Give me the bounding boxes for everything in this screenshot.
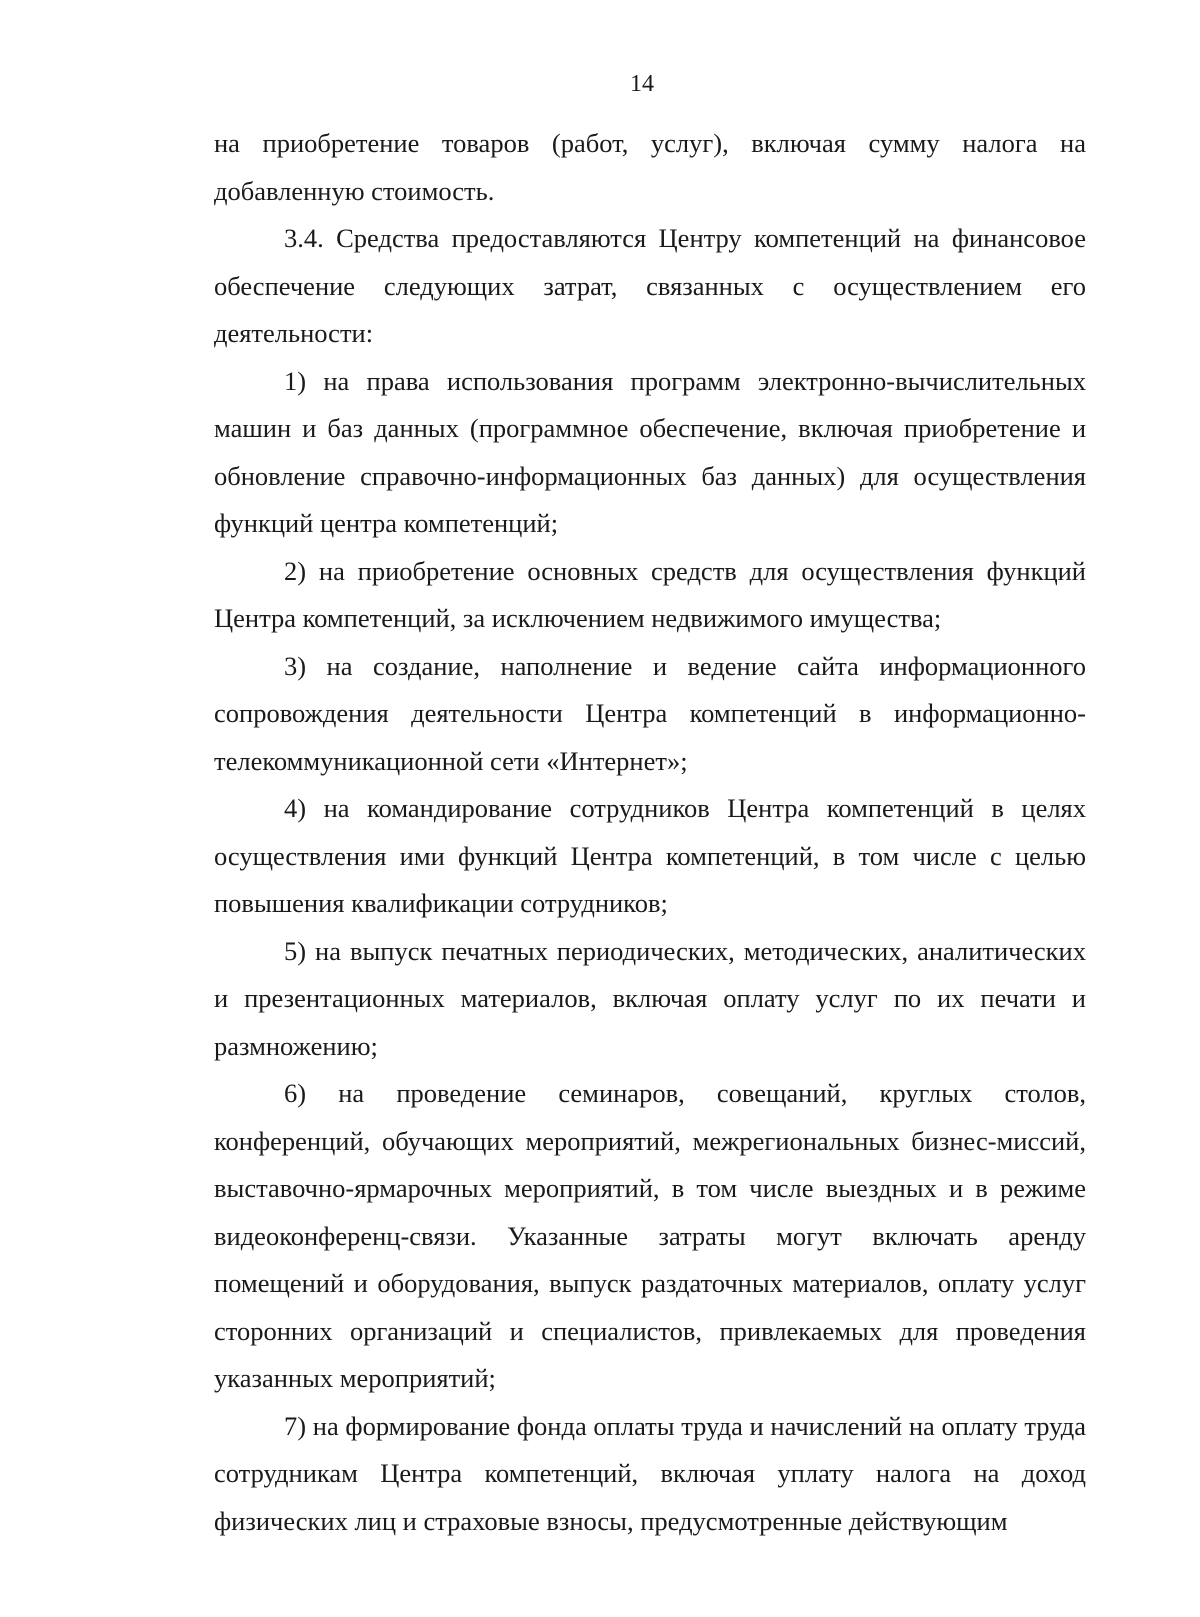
paragraph-item-1: 1) на права использования программ электронно-вычислительных машин и баз данных (программное обеспечение, включая приобретение и обновление справочно-информационных баз данных) для осуществления функций центра компетенций; — [214, 365, 1086, 538]
paragraph-item-4: 4) на командирование сотрудников Центра компетенций в целях осуществления ими функций Центра компетенций, в том числе с целью повышения квалификации сотрудников; — [214, 793, 1086, 918]
page-number: 14 — [630, 71, 654, 97]
paragraph-continuation: на приобретение товаров (работ, услуг), включая сумму налога на добавленную стоимость. — [214, 128, 1086, 206]
paragraph-item-5: 5) на выпуск печатных периодических, методических, аналитических и презентационных материалов, включая оплату услуг по их печати и размножению; — [214, 935, 1086, 1061]
paragraph-clause-3-4: 3.4. Средства предоставляются Центру компетенций на финансовое обеспечение следующих затрат, связанных с осуществлением его деятельности: — [214, 223, 1086, 348]
paragraph-item-6: 6) на проведение семинаров, совещаний, круглых столов, конференций, обучающих мероприятий, межрегиональных бизнес-миссий, выставочно-ярмарочных мероприятий, в том числе выездных и в режиме видеоконференц-связи. Указанные затраты могут включать аренду помещений и оборудования, выпуск раздаточных материалов, оплату услуг сторонних организаций и специалистов, привлекаемых для проведения указанных мероприятий; — [214, 1078, 1086, 1393]
paragraph-item-7: 7) на формирование фонда оплаты труда и начислений на оплату труда сотрудникам Центра компетенций, включая уплату налога на доход физических лиц и страховые взносы, предусмотренные действующим — [214, 1410, 1086, 1536]
paragraph-item-3: 3) на создание, наполнение и ведение сайта информационного сопровождения деятельности Центра компетенций в информационно-телекоммуникационной сети «Интернет»; — [214, 650, 1086, 776]
paragraph-item-2: 2) на приобретение основных средств для осуществления функций Центра компетенций, за исключением недвижимого имущества; — [214, 555, 1086, 633]
document-body — [214, 120, 1086, 1545]
